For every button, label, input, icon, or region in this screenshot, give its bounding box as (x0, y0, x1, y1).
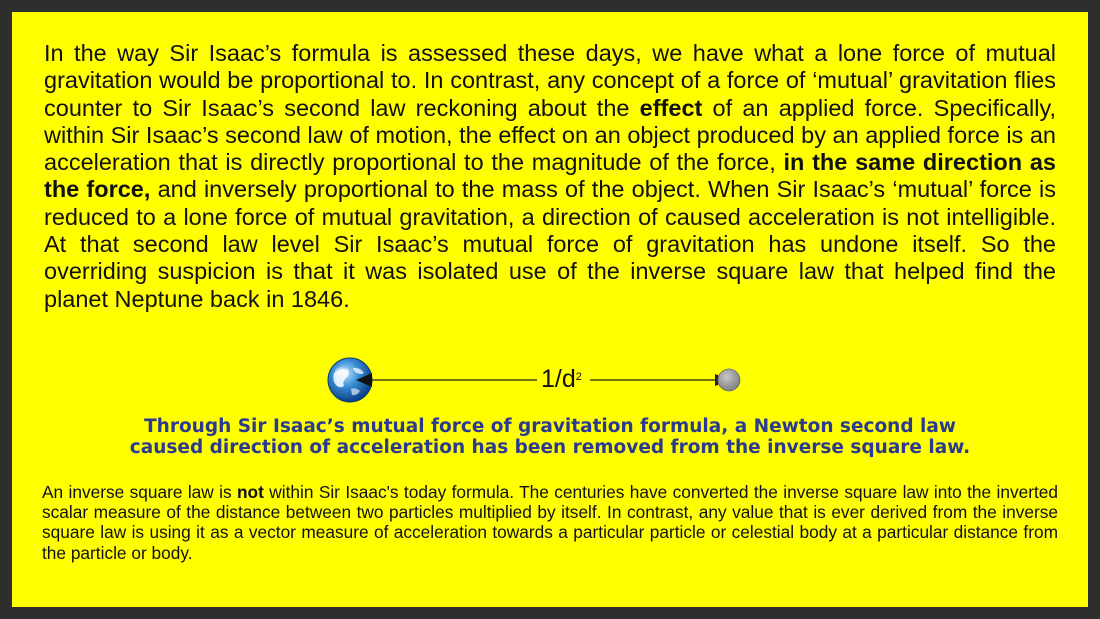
formula-base: 1/d (541, 365, 576, 393)
main-text-part-1: In the way Sir Isaac’s formula is assessed these days, we have what a lone force of mutual gravitation would be proportional to. In contrast, any concept of a force of ‘mutual’ gravitation flies counter to Sir Isaac’s second law reckoning about the (44, 40, 1056, 121)
footer-paragraph (42, 482, 1058, 563)
footer-text-bold-not: not (237, 482, 264, 502)
inverse-square-formula (537, 364, 586, 394)
footer-text-part-1: An inverse square law is (42, 482, 237, 502)
grey-particle-icon (718, 369, 740, 391)
caption-line-1: Through Sir Isaac’s mutual force of gravitation formula, a Newton second law (144, 416, 956, 437)
main-text-part-2: of an applied force. Specifically, within Sir Isaac’s second law of motion, the effect on an object produced by an applied force is an acceleration that is directly proportional to the magnitude of the force, (44, 94, 1056, 176)
formula-exponent: 2 (575, 371, 582, 383)
footer-text-part-2: within Sir Isaac's today formula. The centuries have converted the inverse square law into the inverted scalar measure of the distance between two particles multiplied by itself. In contrast, any value that is ever derived from the inverse square law is using it as a vector measure of acceleration towards a particular particle or celestial body at a particular distance from the particle or body. (42, 482, 1059, 563)
main-text-bold-effect: effect (639, 94, 703, 121)
diagram-caption (60, 416, 1040, 458)
main-text-bold-direction: in the same direction as the force, (44, 149, 1057, 203)
main-paragraph (44, 40, 1056, 313)
main-text-part-3: and inversely proportional to the mass of the object. When Sir Isaac’s ‘mutual’ force is reduced to a lone force of mutual gravitation, a direction of caused acceleration is not intelligible. At that second law level Sir Isaac’s mutual force of gravitation has undone itself. So the overriding suspicion is that it was isolated use of the inverse square law that helped find the planet Neptune back in 1846. (44, 176, 1056, 312)
caption-line-2: caused direction of acceleration has been removed from the inverse square law. (129, 437, 971, 458)
